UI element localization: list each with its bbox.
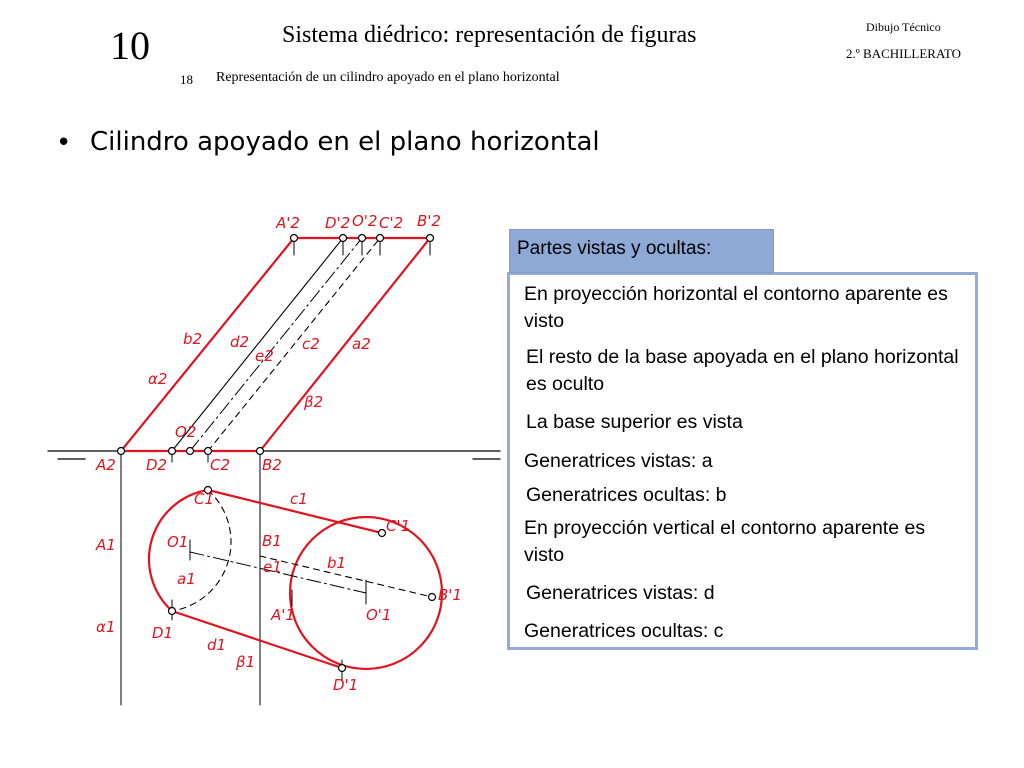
label-o1: O1	[167, 533, 189, 551]
label-c1: C1	[194, 490, 215, 508]
label-b2-ground: B2	[262, 456, 282, 474]
notes-panel-title: Partes vistas y ocultas:	[517, 238, 712, 259]
label-b1: B1	[262, 532, 282, 550]
point-o2p	[359, 235, 366, 242]
label-a2-ground: A2	[96, 456, 116, 474]
label-d2: d2	[230, 333, 250, 351]
label-a2p: A'2	[276, 214, 300, 232]
label-a1: A1	[96, 536, 116, 554]
label-beta2: β2	[304, 393, 324, 411]
note-item: Generatrices ocultas: c	[524, 620, 724, 642]
label-alpha2: α2	[148, 370, 168, 388]
point-c1p	[379, 530, 386, 537]
bullet-heading: Cilindro apoyado en el plano horizontal	[90, 127, 600, 157]
note-item: En proyección vertical el contorno aparente es visto	[524, 517, 926, 566]
slide-number: 18	[180, 72, 193, 87]
label-b1p: B'1	[438, 586, 462, 604]
chapter-number: 10	[110, 23, 150, 68]
generatrix-a2	[260, 238, 430, 451]
label-d2p: D'2	[325, 214, 351, 232]
point-d2	[169, 448, 176, 455]
label-alpha1: α1	[96, 618, 116, 636]
label-a1-lower: a1	[177, 570, 196, 588]
label-d1p: D'1	[333, 676, 359, 694]
point-d2p	[340, 235, 347, 242]
label-b1-lower: b1	[327, 554, 347, 572]
label-b2: b2	[183, 330, 203, 348]
note-item: La base superior es vista	[526, 411, 743, 433]
page-title: Sistema diédrico: representación de figuras	[282, 22, 697, 48]
label-c2-ground: C2	[210, 456, 231, 474]
label-a1p: A'1	[271, 606, 295, 624]
note-item: Generatrices ocultas: b	[526, 484, 727, 506]
label-c2: c2	[302, 335, 320, 353]
label-d1: D1	[152, 624, 174, 642]
label-a2: a2	[352, 335, 371, 353]
note-item: En proyección horizontal el contorno aparente es visto	[524, 283, 948, 332]
generatrix-b2	[121, 238, 294, 451]
label-o2p: O'2	[352, 212, 378, 230]
label-beta1: β1	[236, 653, 256, 671]
label-o2: O2	[175, 423, 197, 441]
contour-d1	[172, 611, 342, 668]
note-item: El resto de la base apoyada en el plano horizontal es oculto	[526, 346, 959, 395]
point-c2	[205, 448, 212, 455]
label-d1-lower: d1	[207, 636, 227, 654]
point-b1p	[429, 594, 436, 601]
course-label: 2.º BACHILLERATO	[846, 46, 962, 61]
label-e2: e2	[255, 347, 274, 365]
label-c2p: C'2	[379, 214, 404, 232]
point-c2p	[377, 235, 384, 242]
subject-label: Dibujo Técnico	[866, 20, 941, 34]
axis-o2	[190, 238, 362, 451]
label-e1: e1	[263, 558, 282, 576]
note-item: Generatrices vistas: d	[526, 582, 715, 604]
label-b2p: B'2	[417, 212, 441, 230]
bullet-icon: •	[56, 128, 72, 158]
point-o2	[187, 448, 194, 455]
point-b2	[257, 448, 264, 455]
point-a2p	[291, 235, 298, 242]
label-o1p: O'1	[366, 606, 392, 624]
point-b2p	[427, 235, 434, 242]
point-d1p	[339, 665, 346, 672]
note-item: Generatrices vistas: a	[524, 450, 713, 472]
label-d2-ground: D2	[146, 456, 168, 474]
label-c1-lower: c1	[290, 490, 308, 508]
point-a2	[118, 448, 125, 455]
label-c1p: C'1	[386, 517, 411, 535]
point-d1	[169, 608, 176, 615]
slide-subtitle: Representación de un cilindro apoyado en el plano horizontal	[216, 70, 560, 85]
